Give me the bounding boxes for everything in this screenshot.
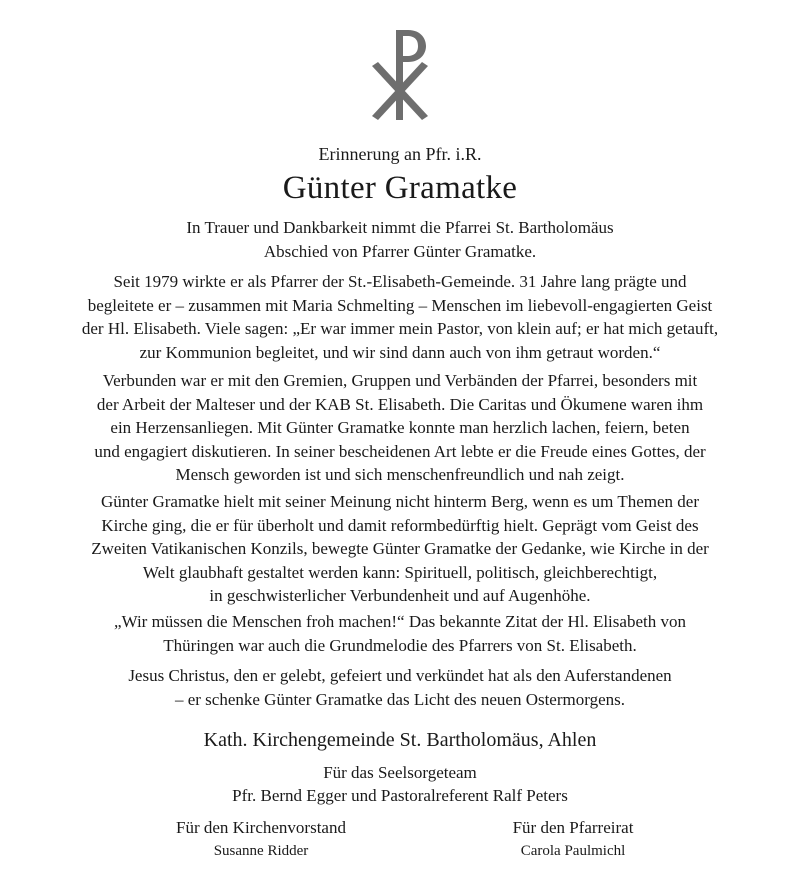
paragraph-farewell: [30, 216, 770, 263]
text-line: der Arbeit der Malteser und der KAB St. Elisabeth. Die Caritas und Ökumene waren ihm: [96, 394, 704, 414]
text-line: Thüringen war auch die Grundmelodie des Pfarrers von St. Elisabeth.: [163, 635, 637, 655]
paragraph-reform: [30, 490, 770, 608]
signature-church-board: [131, 816, 391, 862]
text-line: Seit 1979 wirkte er als Pfarrer der St.-Elisabeth-Gemeinde. 31 Jahre lang prägte und: [113, 272, 687, 291]
chi-rho-icon: [360, 22, 440, 122]
paragraph-biography: [30, 270, 770, 364]
text-line: in geschwisterlicher Verbundenheit und auf Augenhöhe.: [209, 586, 591, 605]
text-line: Verbunden war er mit den Gremien, Gruppen und Verbänden der Pfarrei, besonders mit: [102, 371, 698, 390]
pastoral-team: [0, 761, 800, 807]
text-line: „Wir müssen die Menschen froh machen!“ Das bekannte Zitat der Hl. Elisabeth von: [114, 612, 686, 631]
text-line: – er schenke Günter Gramatke das Licht des neuen Ostermorgens.: [174, 689, 626, 709]
paragraph-quote: [30, 610, 770, 657]
text-line: In Trauer und Dankbarkeit nimmt die Pfarrei St. Bartholomäus: [186, 218, 614, 237]
paragraph-community: [30, 369, 770, 487]
text-line: der Hl. Elisabeth. Viele sagen: „Er war immer mein Pastor, von klein auf; er hat mich getauft,: [81, 319, 719, 338]
text-line: zur Kommunion begleitet, und wir sind dann auch von ihm getraut worden.“: [139, 342, 661, 362]
text-line: Welt glaubhaft gestaltet werden kann: Spirituell, politisch, gleichberechtigt,: [142, 562, 658, 582]
text-line: Mensch geworden ist und sich menschenfreundlich und nah zeigt.: [175, 465, 625, 484]
signature-name: Carola Paulmichl: [520, 843, 626, 859]
text-line: und engagiert diskutieren. In seiner bescheidenen Art lebte er die Freude eines Gottes, der: [94, 441, 706, 461]
signature-parish-council: [443, 816, 703, 862]
text-line: Jesus Christus, den er gelebt, gefeiert und verkündet hat als den Auferstandenen: [128, 666, 672, 685]
intro-line: Erinnerung an Pfr. i.R.: [318, 144, 482, 164]
signature-role: Für den Kirchenvorstand: [176, 818, 346, 837]
text-line: begleitete er – zusammen mit Maria Schmelting – Menschen im liebevoll-engagierten Geist: [87, 295, 713, 315]
paragraph-blessing: [30, 664, 770, 711]
text-line: Abschied von Pfarrer Günter Gramatke.: [263, 241, 537, 261]
signature-role: Für den Pfarreirat: [512, 818, 634, 837]
pastoral-team-names: Pfr. Bernd Egger und Pastoralreferent Ralf Peters: [232, 786, 568, 805]
text-line: Zweiten Vatikanischen Konzils, bewegte Günter Gramatke der Gedanke, wie Kirche in der: [91, 539, 709, 558]
parish-name: Kath. Kirchengemeinde St. Bartholomäus, Ahlen: [203, 729, 597, 751]
text-line: Günter Gramatke hielt mit seiner Meinung nicht hinterm Berg, wenn es um Themen der: [101, 492, 699, 511]
signature-name: Susanne Ridder: [213, 843, 309, 859]
text-line: Kirche ging, die er für überholt und damit reformbedürftig hielt. Geprägt vom Geist des: [101, 515, 699, 535]
pastoral-team-role: Für das Seelsorgeteam: [323, 763, 477, 782]
deceased-name: Günter Gramatke: [282, 170, 518, 206]
text-line: ein Herzensanliegen. Mit Günter Gramatke konnte man herzlich lachen, feiern, beten: [110, 418, 690, 437]
